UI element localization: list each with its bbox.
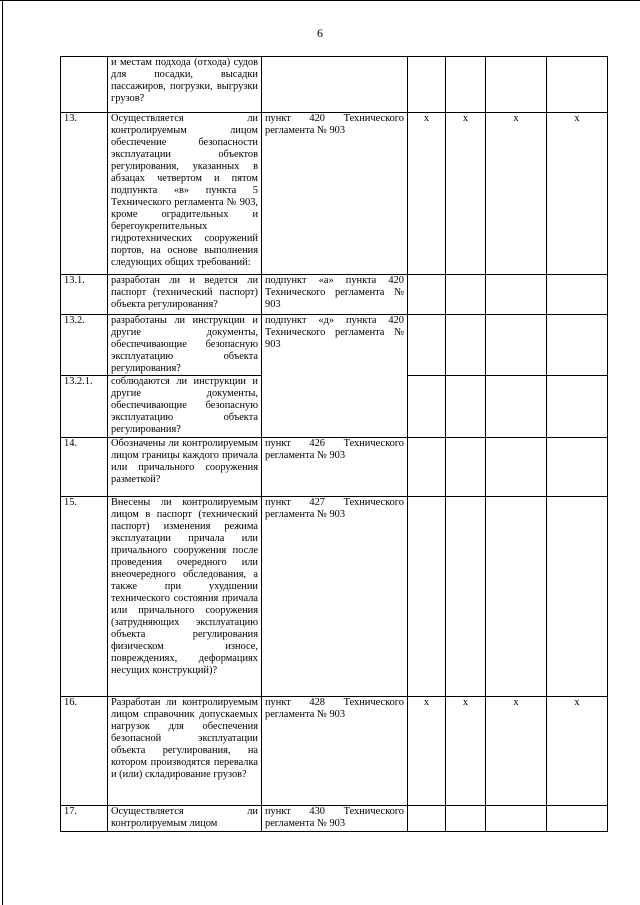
row-mark: [408, 806, 446, 832]
table-row: [61, 697, 608, 806]
row-question: Обозначены ли контролируемым лицом границы каждого причала или причального сооружения разметкой?: [108, 438, 262, 497]
row-mark: [486, 806, 547, 832]
row-mark: [408, 497, 446, 697]
table-row: [61, 57, 608, 113]
row-reference: пункт 427 Технического регламента № 903: [262, 497, 408, 697]
row-mark: x: [547, 113, 608, 275]
row-mark: [486, 376, 547, 438]
table-row: [61, 113, 608, 275]
row-mark: [486, 315, 547, 376]
row-mark: [446, 806, 486, 832]
row-question: Разработан ли контролируемым лицом справочник допускаемых нагрузок для обеспечения безопасной эксплуатации объекта регулирования, на котором производятся перевалка и (или) складирование грузов?: [108, 697, 262, 806]
row-reference: подпункт «а» пункта 420 Технического регламента № 903: [262, 275, 408, 315]
row-mark: [486, 275, 547, 315]
row-mark: [408, 315, 446, 376]
row-number: 13.1.: [61, 275, 108, 315]
row-mark: [446, 315, 486, 376]
row-mark: [486, 438, 547, 497]
row-mark: [547, 497, 608, 697]
row-mark: x: [408, 697, 446, 806]
row-mark: [408, 275, 446, 315]
row-mark: [408, 438, 446, 497]
row-mark: x: [446, 697, 486, 806]
row-mark: x: [446, 113, 486, 275]
row-number: 16.: [61, 697, 108, 806]
row-reference: подпункт «д» пункта 420 Технического регламента № 903: [262, 315, 408, 438]
row-question: и местам подхода (отхода) судов для посадки, высадки пассажиров, погрузки, выгрузки грузов?: [108, 57, 262, 113]
row-reference: пункт 430 Технического регламента № 903: [262, 806, 408, 832]
table-row: [61, 315, 608, 376]
row-number: 13.: [61, 113, 108, 275]
row-number: [61, 57, 108, 113]
row-number: 13.2.: [61, 315, 108, 376]
row-mark: [446, 275, 486, 315]
row-mark: [547, 57, 608, 113]
table-row: [61, 806, 608, 832]
row-mark: [486, 57, 547, 113]
page-top-edge: [0, 0, 640, 1]
page-left-edge: [2, 0, 3, 905]
row-number: 14.: [61, 438, 108, 497]
row-mark: x: [547, 697, 608, 806]
row-mark: [408, 376, 446, 438]
row-question: разработан ли и ведется ли паспорт (технический паспорт) объекта регулирования?: [108, 275, 262, 315]
row-reference: пункт 428 Технического регламента № 903: [262, 697, 408, 806]
row-mark: [446, 497, 486, 697]
row-mark: [446, 438, 486, 497]
table-row: [61, 438, 608, 497]
row-question: разработаны ли инструкции и другие документы, обеспечивающие безопасную эксплуатацию объекта регулирования?: [108, 315, 262, 376]
row-question: соблюдаются ли инструкции и другие документы, обеспечивающие безопасную эксплуатацию объекта регулирования?: [108, 376, 262, 438]
row-question: Внесены ли контролируемым лицом в паспорт (технический паспорт) изменения режима эксплуатации причала или причального сооружения после проведения очередного или внеочередного обследования, а также при ухудшении технического состояния причала или причального сооружения (затрудняющих эксплуатацию объекта регулирования физическом износе, повреждениях, деформациях несущих конструкций)?: [108, 497, 262, 697]
row-mark: [547, 315, 608, 376]
page-number: 6: [317, 26, 323, 40]
row-mark: x: [408, 113, 446, 275]
table-row: [61, 275, 608, 315]
row-mark: [547, 438, 608, 497]
row-mark: x: [486, 697, 547, 806]
row-mark: [547, 806, 608, 832]
row-mark: x: [486, 113, 547, 275]
row-reference: [262, 57, 408, 113]
row-mark: [547, 275, 608, 315]
row-mark: [547, 376, 608, 438]
row-reference: пункт 426 Технического регламента № 903: [262, 438, 408, 497]
row-question: Осуществляется ли контролируемым лицом обеспечение безопасности эксплуатации объектов регулирования, указанных в абзацах четвертом и пятом подпункта «в» пункта 5 Технического регламента № 903, кроме оградительных и берегоукрепительных гидротехнических сооружений портов, на основе выполнения следующих общих требований:: [108, 113, 262, 275]
row-number: 15.: [61, 497, 108, 697]
requirements-table: [60, 56, 608, 832]
row-number: 17.: [61, 806, 108, 832]
row-number: 13.2.1.: [61, 376, 108, 438]
row-mark: [446, 57, 486, 113]
table-row: [61, 497, 608, 697]
row-mark: [486, 497, 547, 697]
row-question: Осуществляется ли контролируемым лицом: [108, 806, 262, 832]
row-mark: [446, 376, 486, 438]
row-reference: пункт 420 Технического регламента № 903: [262, 113, 408, 275]
row-mark: [408, 57, 446, 113]
